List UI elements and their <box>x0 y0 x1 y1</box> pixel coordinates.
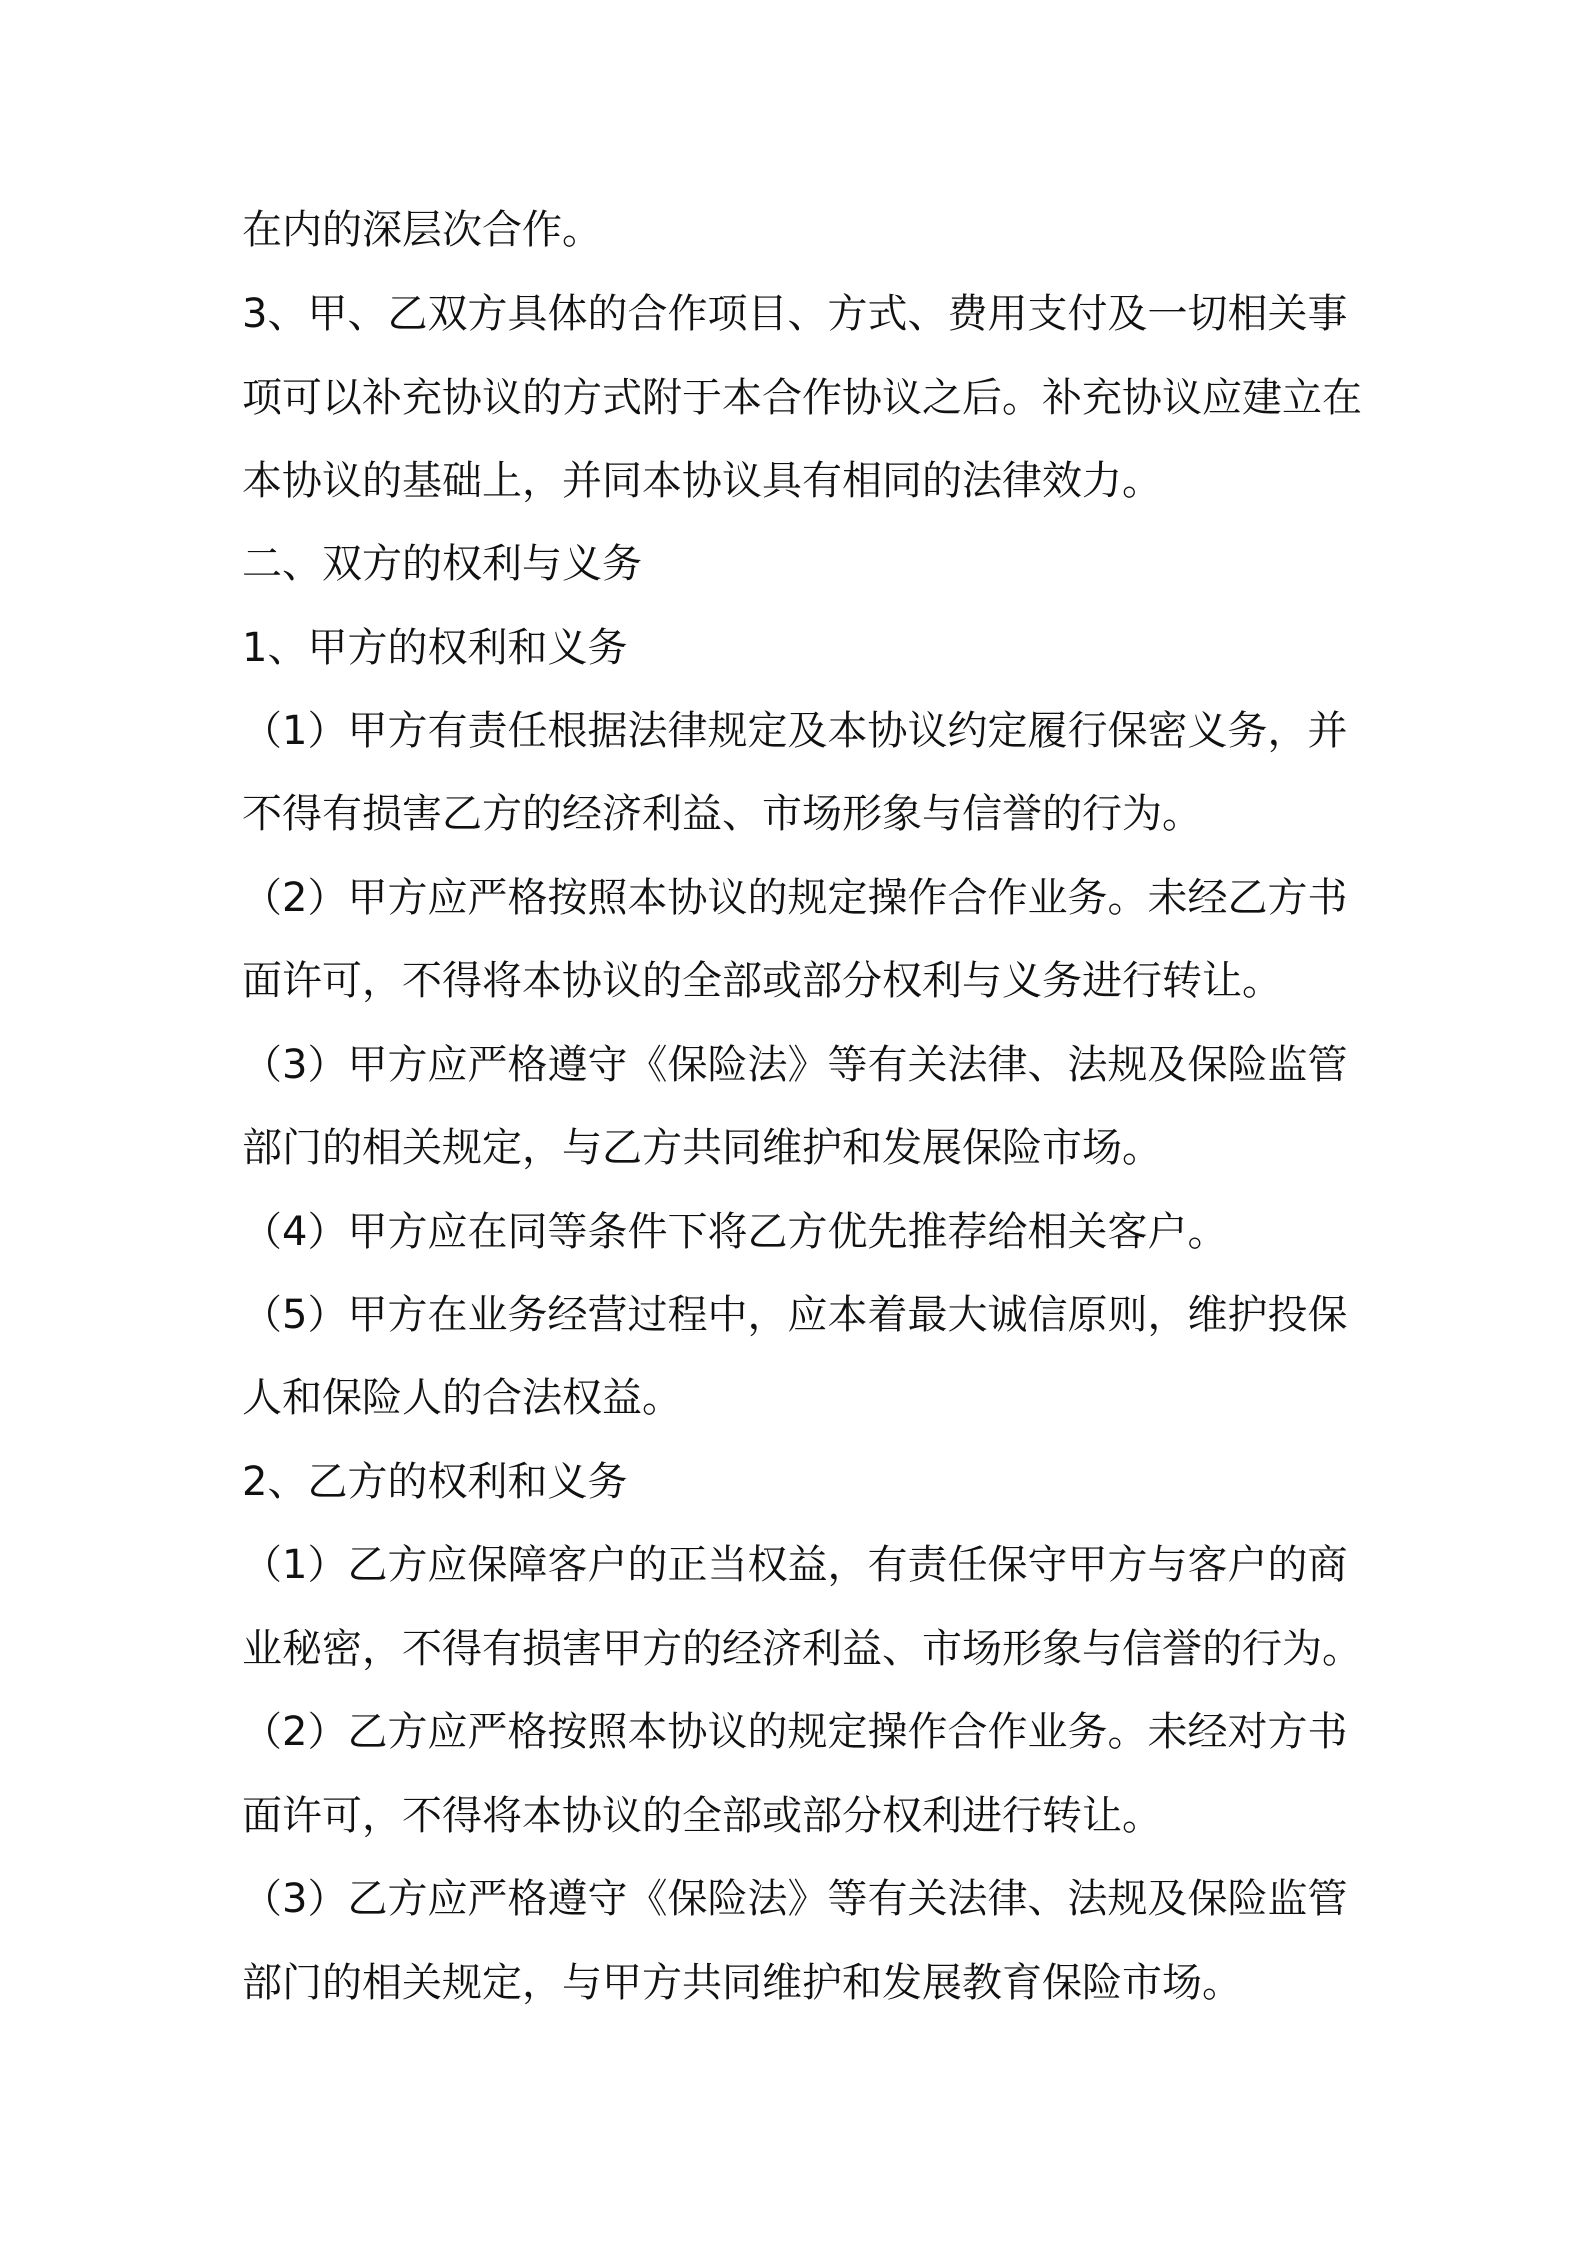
text-line: 面许可，不得将本协议的全部或部分权利与义务进行转让。 <box>242 958 1282 1004</box>
text-line: 项可以补充协议的方式附于本合作协议之后。补充协议应建立在 <box>242 375 1362 421</box>
text-line: 部门的相关规定，与乙方共同维护和发展保险市场。 <box>242 1125 1162 1171</box>
text-line: 部门的相关规定，与甲方共同维护和发展教育保险市场。 <box>242 1960 1242 2006</box>
text-line: （2）甲方应严格按照本协议的规定操作合作业务。未经乙方书 <box>242 875 1348 921</box>
subsection-heading: 1、甲方的权利和义务 <box>242 625 628 671</box>
text-line: 面许可，不得将本协议的全部或部分权利进行转让。 <box>242 1793 1162 1839</box>
text-line: （5）甲方在业务经营过程中，应本着最大诚信原则，维护投保 <box>242 1292 1348 1338</box>
section-heading: 二、双方的权利与义务 <box>242 541 642 587</box>
text-line: （3）甲方应严格遵守《保险法》等有关法律、法规及保险监管 <box>242 1042 1348 1088</box>
text-line: 人和保险人的合法权益。 <box>242 1375 682 1421</box>
text-line: （1）甲方有责任根据法律规定及本协议约定履行保密义务，并 <box>242 708 1348 754</box>
text-line: 本协议的基础上，并同本协议具有相同的法律效力。 <box>242 458 1162 504</box>
text-line: （1）乙方应保障客户的正当权益，有责任保守甲方与客户的商 <box>242 1542 1348 1588</box>
text-line: 业秘密，不得有损害甲方的经济利益、市场形象与信誉的行为。 <box>242 1626 1362 1672</box>
text-line: 不得有损害乙方的经济利益、市场形象与信誉的行为。 <box>242 791 1202 837</box>
subsection-heading: 2、乙方的权利和义务 <box>242 1459 628 1505</box>
text-line: 3、甲、乙双方具体的合作项目、方式、费用支付及一切相关事 <box>242 291 1348 337</box>
text-line: 在内的深层次合作。 <box>242 207 602 253</box>
text-line: （4）甲方应在同等条件下将乙方优先推荐给相关客户。 <box>242 1209 1228 1255</box>
text-line: （2）乙方应严格按照本协议的规定操作合作业务。未经对方书 <box>242 1709 1348 1755</box>
text-line: （3）乙方应严格遵守《保险法》等有关法律、法规及保险监管 <box>242 1876 1348 1922</box>
